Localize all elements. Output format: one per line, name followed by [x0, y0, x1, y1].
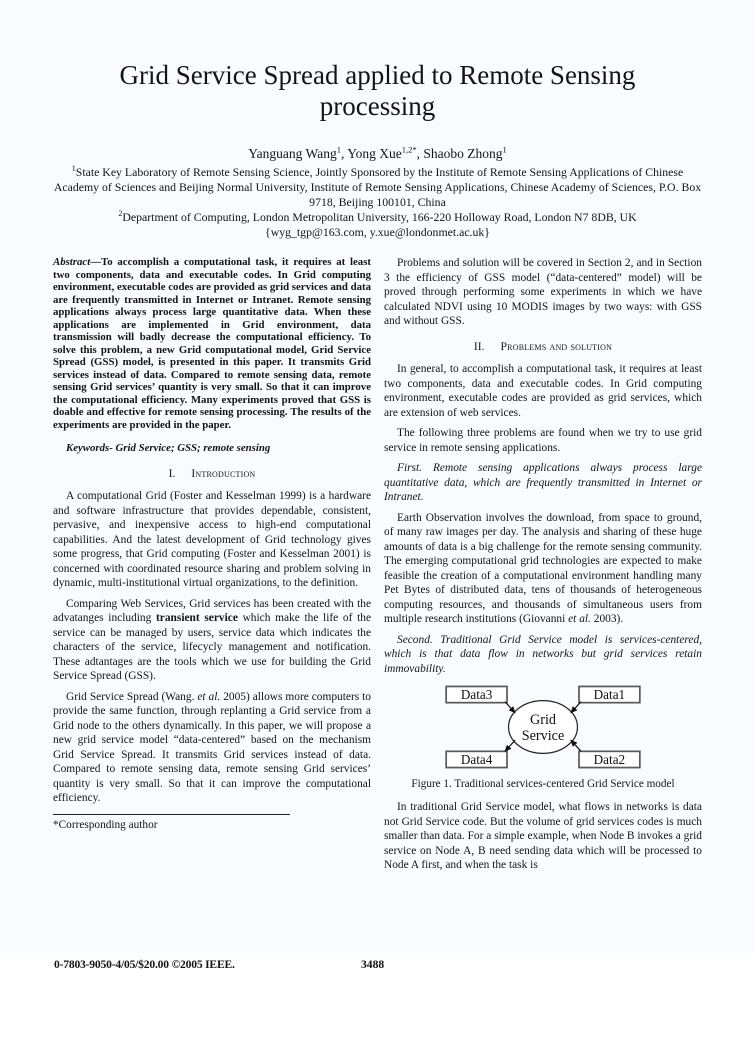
paragraph-problem-second: Second. Traditional Grid Service model is services-centered, which is that data flow in networks but grid services retain immovability. — [384, 633, 702, 675]
figure-1 — [384, 685, 702, 774]
intro-paragraph-1: A computational Grid (Foster and Kesselman 1999) is a hardware and software infrastructure that provides dependable, consistent, pervasive, and inexpensive access to high-end computational capabilities. And the latest development of Grid technology gives some progress, that Grid computing (Foster and Kesselman 2001) is concerned with coordinated resource sharing and problem solving in dynamic, multi-institutional virtual organizations, to the definition. — [53, 490, 371, 589]
footnote-divider — [53, 814, 290, 815]
paper-content — [0, 60, 755, 879]
intro-paragraph-3: Grid Service Spread (Wang. et al. 2005) allows more computers to provide the same function, through replanting a Grid service from a Grid node to the others dynamically. In this paper, we will propose a new grid service model “data-centered” based on the mechanism Grid Service Spread. It transmits Grid services instead of data. Compared to remote sensing data, remote sensing Grid services’ quantity is very small. So that it can improve the computational efficiency. — [53, 690, 371, 804]
affiliation-2: $^2$Department of Computing, London Metropolitan University, 166-220 Holloway Road, London N7 8DB, UK — [118, 209, 637, 224]
section-number: II. — [473, 339, 485, 353]
paragraph-problem-first: First. Remote sensing applications always process large quantitative data, which are frequently transmitted in Internet or Intranet. — [384, 462, 702, 503]
arrow-service-to-data4 — [505, 740, 515, 751]
authors-line: Yanguang Wang$^1$, Yong Xue$^{1,2*}$, Shaobo Zhong$^1$ — [248, 144, 507, 161]
footer-copyright: 0-7803-9050-4/05/$20.00 ©2005 IEEE. — [54, 958, 235, 971]
intro-paragraph-2: Comparing Web Services, Grid services has been created with the advatanges including transient service which make the life of the service can be managed by users, service data which indicates the characters of the service, lifecycly management and notification. These adtantages are the tools which we use for building the Grid Service Spread (GSS). — [53, 597, 372, 682]
right-column — [384, 256, 702, 879]
data3-label: Data3 — [460, 687, 493, 703]
paragraph-earth-observation: Earth Observation involves the download, from space to ground, of many raw images per day. The analysis and sharing of these huge amounts of data is a big challenge for the remote sensing community. The emerging computational grid technologies are expected to make feasible the creation of a computational environment handling many Pet Bytes of distributed data, tens of thousands of heterogeneous computing resources, and thousands of simultaneous users from multiple research institutions (Giovanni et al. 2003). — [384, 511, 702, 625]
section-heading-introduction — [53, 467, 371, 482]
grid-service-label-line2: Service — [521, 728, 565, 745]
paragraph-three-problems: The following three problems are found when we try to use grid service in remote sensing applications. — [384, 427, 702, 454]
corresponding-author-footnote — [53, 814, 371, 833]
paragraph-sections-overview: Problems and solution will be covered in Section 2, and in Section 3 the efficiency of GSS model (“data-centered” model) will be proved through performing some experiments in which we have calculated NDVI using 10 MODIS images by two ways: with GSS and without GSS. — [384, 257, 702, 327]
section-number: I. — [168, 466, 176, 480]
two-column-body — [53, 256, 702, 879]
abstract: Abstract—To accomplish a computational task, it requires at least two components, data and executable codes. In Grid computing environment, executable codes are provided as grid services and data are frequently transmitted in Internet or Intranet. Remote sensing applications always process large quantitative data. When these applications are implemented in Grid environment, data transmission will badly decrease the computational efficiency. To solve this problem, a new Grid computational model, Grid Service Spread (GSS) model, is presented in this paper. It transmits Grid services instead of data. Compared to remote sensing data, remote sensing Grid services’ quantity is very small. So that it can improve the computational efficiency. Many experiments proved that GSS is doable and effective for remote sensing processing. The results of the experiments are provided in the paper. — [53, 256, 371, 431]
paragraph-in-general: In general, to accomplish a computational task, it requires at least two components, data and executable codes. In Grid computing environment, executable codes are provided as grid services, which are extension of web services. — [384, 363, 702, 419]
paper-page — [0, 60, 755, 1060]
section-label: Problems and solution — [500, 339, 613, 353]
section-label: Introduction — [191, 466, 256, 480]
figure-1-diagram — [434, 685, 652, 769]
arrow-data2-to-service — [571, 740, 581, 751]
paragraph-traditional-model: In traditional Grid Service model, what flows in networks is data not Grid Service code. But the volume of grid services codes is much smaller than data. For a simple example, when Node B invokes a grid service on Node A, B need sending data which will be processed to Node A first, and when the task is — [384, 801, 702, 871]
figure-1-caption: Figure 1. Traditional services-centered Grid Service model — [411, 777, 675, 790]
left-column — [53, 256, 371, 879]
footnote-text: *Corresponding author — [53, 818, 158, 831]
affiliation-1: $^1$State Key Laboratory of Remote Sensing Science, Jointly Sponsored by the Institute of Remote Sensing Applications of Chinese Academy of Sciences and Beijing Normal University, Institute of Remote Sensing Applications, Chinese Academy of Sciences, P.O. Box 9718, Beijing 100101, China — [53, 164, 702, 209]
section-heading-problems — [384, 340, 702, 355]
affiliations-block — [53, 165, 702, 240]
data1-label: Data1 — [593, 687, 626, 703]
paper-title: Grid Service Spread applied to Remote Sensing processing — [119, 60, 636, 121]
grid-service-label-line1: Grid — [529, 711, 557, 728]
arrow-data3-to-service — [505, 702, 515, 713]
email-line: {wyg_tgp@163.com, y.xue@londonmet.ac.uk} — [265, 225, 490, 239]
footer-page-number: 3488 — [361, 958, 385, 971]
keywords-line: Keywords- Grid Service; GSS; remote sensing — [66, 442, 271, 454]
arrow-data1-to-service — [571, 702, 581, 713]
data2-label: Data2 — [593, 752, 626, 768]
data4-label: Data4 — [460, 752, 493, 768]
